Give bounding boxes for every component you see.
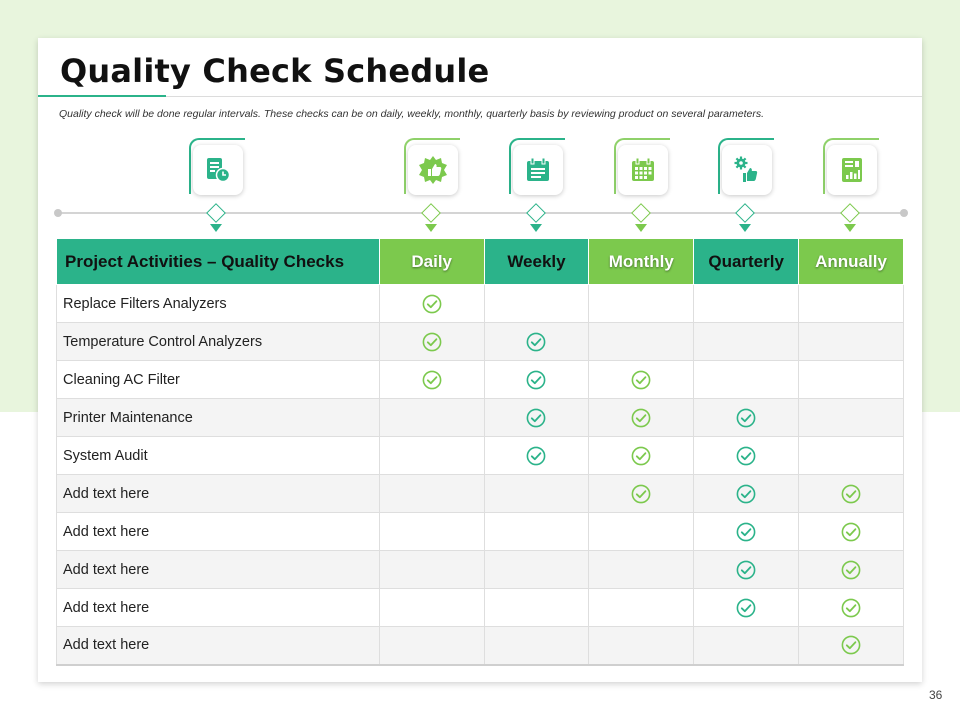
weekly-cell (484, 513, 589, 551)
monthly-cell (589, 323, 694, 361)
check-icon (841, 484, 861, 504)
annually-cell (799, 475, 904, 513)
annually-cell (799, 323, 904, 361)
quality-check-table (56, 238, 904, 666)
page-subtitle: Quality check will be done regular intervals. These checks can be on daily, weekly, monthly, quarterly basis by reviewing product on several parameters. (59, 108, 765, 120)
timeline-end-dot (900, 209, 908, 217)
daily-cell (379, 323, 484, 361)
monthly-cell (589, 475, 694, 513)
page-title: Quality Check Schedule (60, 52, 490, 90)
check-icon (526, 446, 546, 466)
monthly-cell (589, 627, 694, 665)
weekly-cell (484, 551, 589, 589)
check-icon (841, 522, 861, 542)
table-row (57, 513, 904, 551)
table-row (57, 399, 904, 437)
icon-marker-daily (402, 138, 462, 238)
daily-cell (379, 399, 484, 437)
quarterly-cell (694, 589, 799, 627)
annually-cell (799, 361, 904, 399)
weekly-cell (484, 589, 589, 627)
activity-cell: Add text here (57, 627, 380, 665)
quarterly-cell (694, 361, 799, 399)
quarterly-cell (694, 323, 799, 361)
calendar-grid-icon (629, 156, 657, 184)
check-icon (422, 294, 442, 314)
table-row (57, 589, 904, 627)
activity-cell: Add text here (57, 513, 380, 551)
check-icon (841, 598, 861, 618)
gear-thumbs-up-icon (732, 155, 762, 185)
activity-cell: Replace Filters Analyzers (57, 285, 380, 323)
weekly-cell (484, 399, 589, 437)
quarterly-cell (694, 437, 799, 475)
check-icon (736, 560, 756, 580)
check-icon (736, 598, 756, 618)
activity-cell: Printer Maintenance (57, 399, 380, 437)
daily-cell (379, 551, 484, 589)
weekly-cell (484, 285, 589, 323)
slide-card (38, 38, 922, 682)
activity-cell: Add text here (57, 475, 380, 513)
monthly-cell (589, 437, 694, 475)
monthly-cell (589, 513, 694, 551)
annually-cell (799, 399, 904, 437)
table-header-row (57, 239, 904, 285)
header-weekly: Weekly (484, 239, 589, 285)
check-icon (631, 446, 651, 466)
check-icon (841, 635, 861, 655)
quarterly-cell (694, 627, 799, 665)
table-row (57, 627, 904, 665)
monthly-cell (589, 589, 694, 627)
monthly-cell (589, 551, 694, 589)
daily-cell (379, 361, 484, 399)
annually-cell (799, 589, 904, 627)
daily-cell (379, 475, 484, 513)
header-daily: Daily (379, 239, 484, 285)
icon-marker-activities (187, 138, 247, 238)
table-row (57, 475, 904, 513)
table-row (57, 361, 904, 399)
monthly-cell (589, 399, 694, 437)
title-underline (38, 95, 166, 97)
weekly-cell (484, 627, 589, 665)
check-icon (526, 370, 546, 390)
daily-cell (379, 627, 484, 665)
header-quarterly: Quarterly (694, 239, 799, 285)
monthly-cell (589, 361, 694, 399)
report-clock-icon (204, 156, 232, 184)
table-row (57, 551, 904, 589)
annually-cell (799, 513, 904, 551)
quarterly-cell (694, 551, 799, 589)
monthly-cell (589, 285, 694, 323)
table-row (57, 437, 904, 475)
daily-cell (379, 437, 484, 475)
header-activities: Project Activities – Quality Checks (57, 239, 380, 285)
thumbs-up-badge-icon (418, 155, 448, 185)
weekly-cell (484, 323, 589, 361)
weekly-cell (484, 437, 589, 475)
icon-marker-annually (821, 138, 881, 238)
activity-cell: System Audit (57, 437, 380, 475)
activity-cell: Add text here (57, 551, 380, 589)
calendar-list-icon (524, 156, 552, 184)
activity-cell: Cleaning AC Filter (57, 361, 380, 399)
icon-marker-monthly (612, 138, 672, 238)
icon-marker-quarterly (716, 138, 776, 238)
check-icon (841, 560, 861, 580)
annually-cell (799, 437, 904, 475)
weekly-cell (484, 361, 589, 399)
check-icon (631, 370, 651, 390)
document-chart-icon (838, 156, 866, 184)
page-number: 36 (929, 688, 943, 702)
quarterly-cell (694, 285, 799, 323)
weekly-cell (484, 475, 589, 513)
table-row (57, 323, 904, 361)
check-icon (736, 522, 756, 542)
check-icon (526, 332, 546, 352)
daily-cell (379, 285, 484, 323)
activity-cell: Add text here (57, 589, 380, 627)
annually-cell (799, 627, 904, 665)
check-icon (736, 484, 756, 504)
annually-cell (799, 551, 904, 589)
title-divider (166, 96, 922, 97)
check-icon (422, 332, 442, 352)
table-body (57, 285, 904, 665)
check-icon (736, 446, 756, 466)
daily-cell (379, 513, 484, 551)
check-icon (422, 370, 442, 390)
header-annually: Annually (799, 239, 904, 285)
header-monthly: Monthly (589, 239, 694, 285)
icon-marker-weekly (507, 138, 567, 238)
check-icon (631, 408, 651, 428)
daily-cell (379, 589, 484, 627)
activity-cell: Temperature Control Analyzers (57, 323, 380, 361)
quarterly-cell (694, 513, 799, 551)
annually-cell (799, 285, 904, 323)
check-icon (736, 408, 756, 428)
quarterly-cell (694, 399, 799, 437)
timeline-start-dot (54, 209, 62, 217)
timeline-line (58, 212, 904, 214)
check-icon (526, 408, 546, 428)
check-icon (631, 484, 651, 504)
table-row (57, 285, 904, 323)
quarterly-cell (694, 475, 799, 513)
